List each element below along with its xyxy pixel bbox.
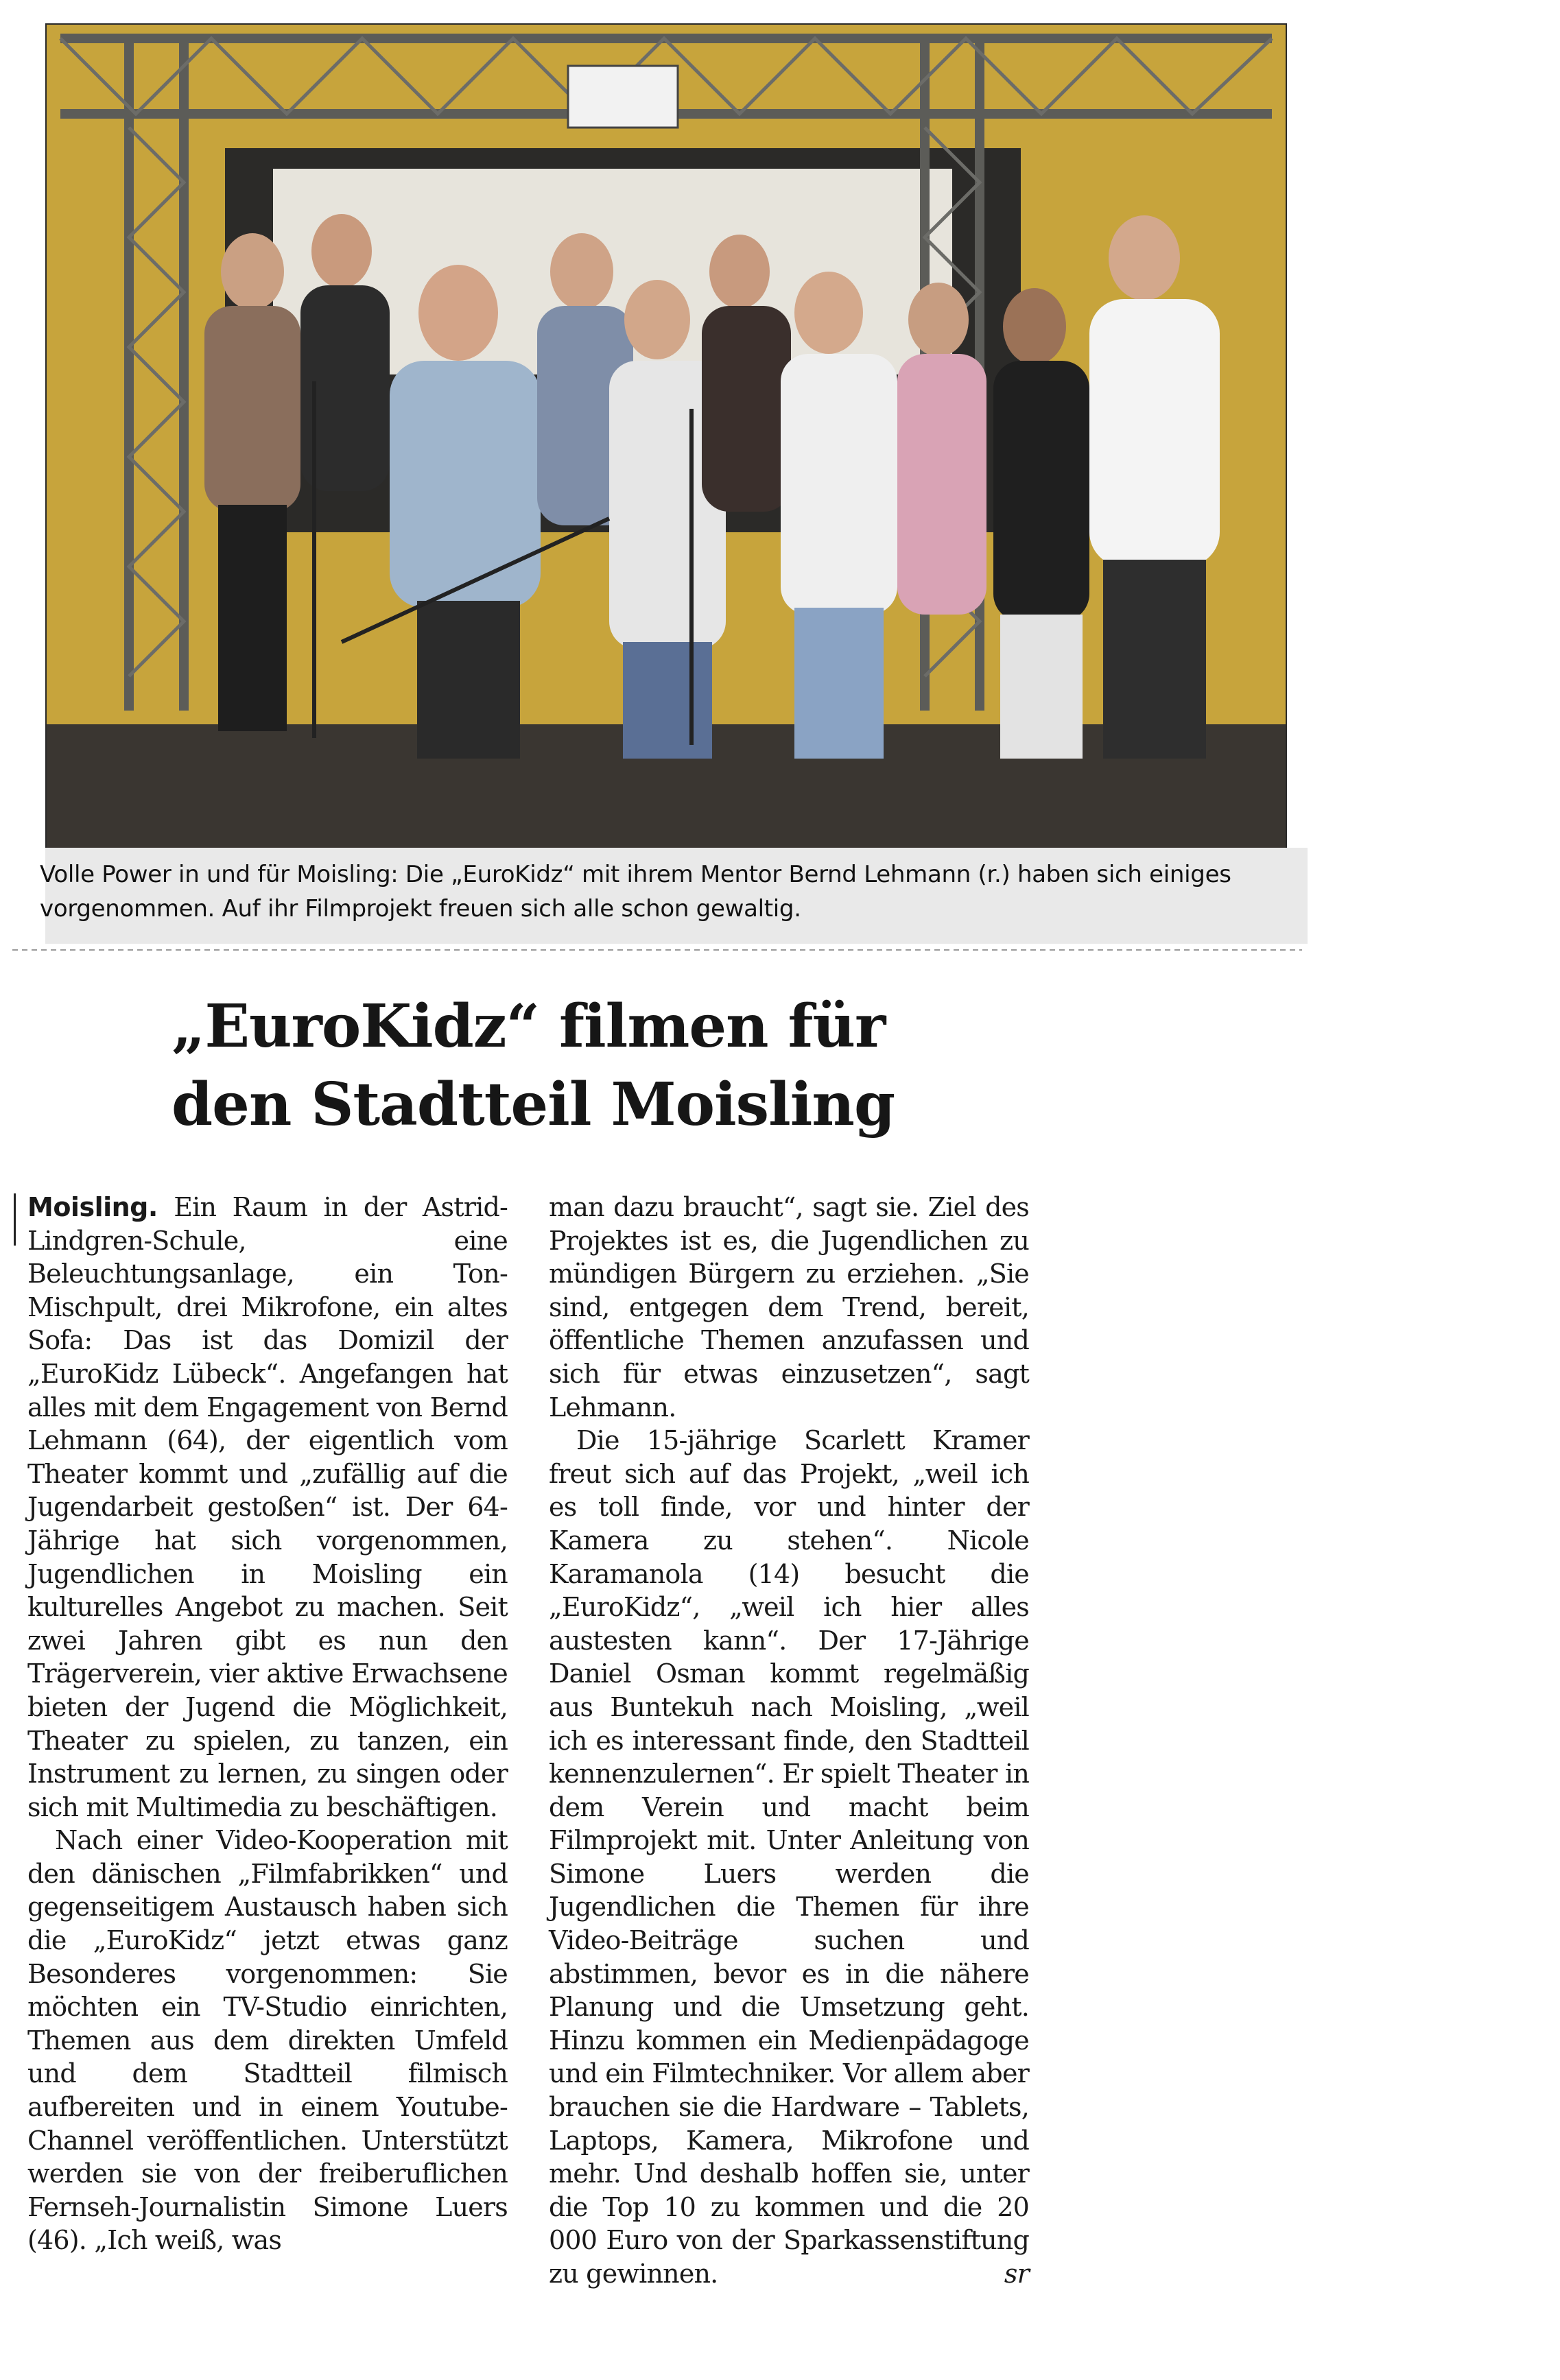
group-photo bbox=[45, 23, 1287, 850]
dateline: Moisling. bbox=[27, 1192, 158, 1222]
article-headline: „EuroKidz“ filmen für den Stadtteil Moisling bbox=[172, 992, 895, 1139]
author-signature: sr bbox=[1004, 2259, 1029, 2289]
article-column-left bbox=[27, 1191, 508, 2257]
divider bbox=[12, 949, 1302, 951]
paragraph-2-continued: man dazu braucht“, sagt sie. Ziel des Projektes ist es, die Jugendlichen zu mündigen Bürgern zu erziehen. „Sie sind, entgegen dem Trend, bereit, öffentliche Themen anzufassen und sich für etwas einzusetzen“, sagt Lehmann. bbox=[549, 1192, 1029, 1423]
paragraph-3 bbox=[549, 1424, 1029, 2290]
paragraph-1 bbox=[27, 1191, 508, 1824]
paragraph-3-text: Die 15-jährige Scarlett Kramer freut sich auf das Projekt, „weil ich es toll finde, vor und hinter der Kamera zu stehen“. Nicole Karamanola (14) besucht die „EuroKidz“, „weil ich hier alles austesten kann“. Der 17-Jährige Daniel Osman kommt regelmäßig aus Buntekuh nach Moisling, „weil ich es interessant finde, den Stadtteil kennenzulernen“. Er spielt Theater in dem Verein und macht beim Filmprojekt mit. Unter Anleitung von Simone Luers werden die Jugendlichen die Themen für ihre Video-Beiträge suchen und abstimmen, bevor es in die nähere Planung und die Umsetzung geht. Hinzu kommen ein Medienpädagoge und ein Filmtechniker. Vor allem aber brauchen sie die Hardware – Tablets, Laptops, Kamera, Mikrofone und mehr. Und deshalb hoffen sie, unter die Top 10 zu kommen und die 20 000 Euro von der Sparkassenstiftung zu gewinnen. bbox=[549, 1425, 1029, 2289]
article-column-right bbox=[549, 1191, 1029, 2291]
column-rule bbox=[14, 1193, 16, 1246]
photo-caption: Volle Power in und für Moisling: Die „EuroKidz“ mit ihrem Mentor Bernd Lehmann (r.) haben sich einiges vorgenommen. Auf ihr Filmprojekt freuen sich alle schon gewaltig. bbox=[40, 861, 1231, 923]
photo-illustration bbox=[47, 25, 1286, 849]
paragraph-2: Nach einer Video-Kooperation mit den dänischen „Filmfabrikken“ und gegenseitigem Austausch haben sich die „EuroKidz“ jetzt etwas ganz Besonderes vorgenommen: Sie möchten ein TV-Studio einrichten, Themen aus dem direkten Umfeld und dem Stadtteil filmisch aufbereiten und in einem Youtube-Channel veröffentlichen. Unterstützt werden sie von der freiberuflichen Fernseh-Journalistin Simone Luers (46). „Ich weiß, was bbox=[27, 1825, 508, 2256]
paragraph-1-text: Ein Raum in der Astrid-Lindgren-Schule, eine Beleuchtungsanlage, ein Ton-Mischpult, drei Mikrofone, ein altes Sofa: Das ist das Domizil der „EuroKidz Lübeck“. Angefangen hat alles mit dem Engagement von Bernd Lehmann (64), der eigentlich vom Theater kommt und „zufällig auf die Jugendarbeit gestoßen“ ist. Der 64-Jährige hat sich vorgenommen, Jugendlichen in Moisling ein kulturelles Angebot zu machen. Seit zwei Jahren gibt es nun den Trägerverein, vier aktive Erwachsene bieten der Jugend die Möglichkeit, Theater zu spielen, zu tanzen, ein Instrument zu lernen, zu singen oder sich mit Multimedia zu beschäftigen. bbox=[27, 1192, 508, 1822]
